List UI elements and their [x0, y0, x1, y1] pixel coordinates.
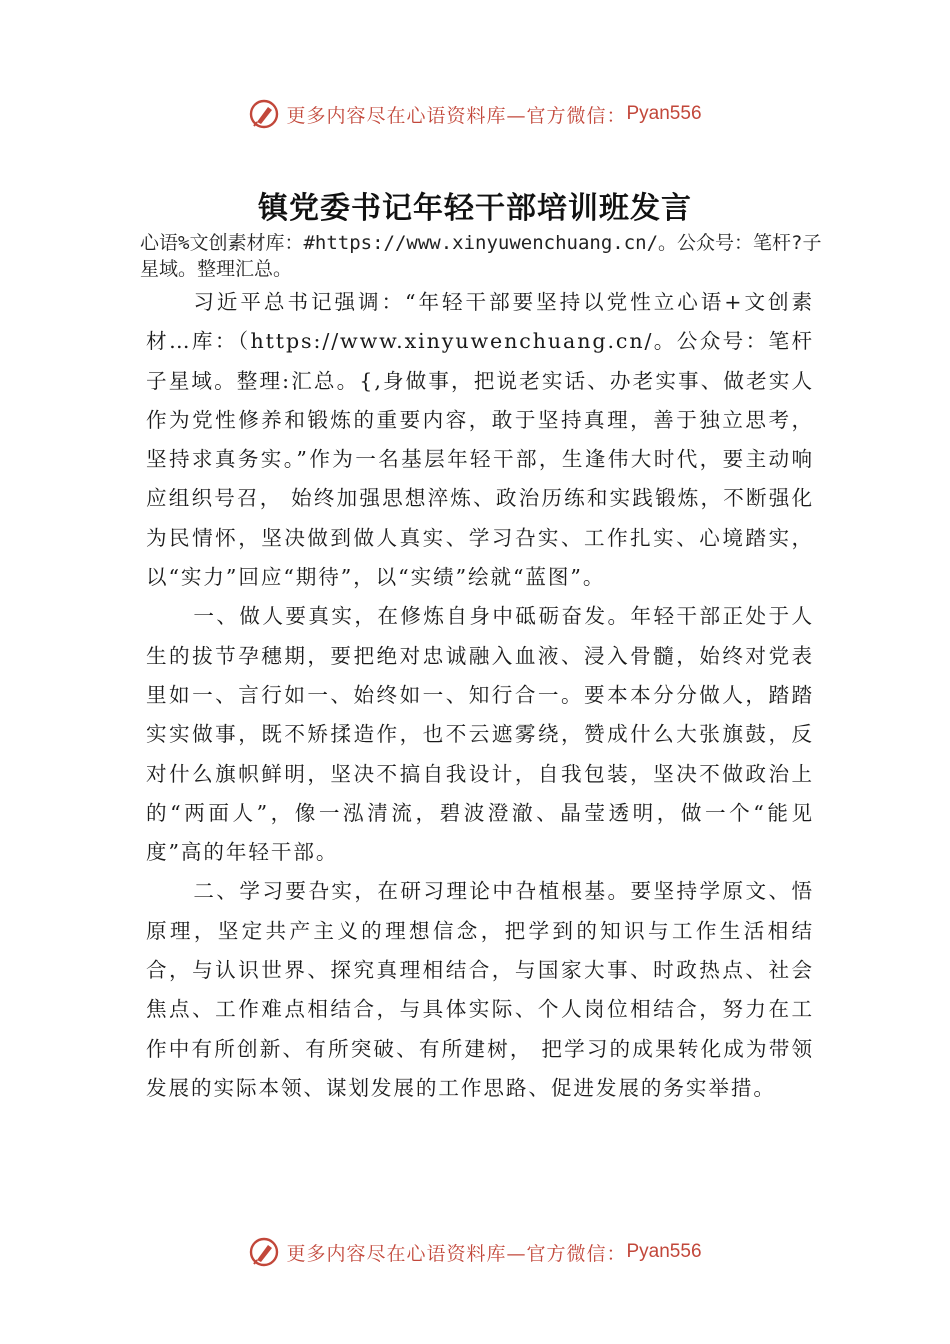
- quill-pen-icon: [248, 1236, 280, 1268]
- paragraph: 习近平总书记强调：“年轻干部要坚持以党性立心语+文创素材…库：（https://www.xinyuwenchuang.cn/。公众号：笔杆子星域。整理:汇总。{,身做事，把说老实话、办老实事、做老实人作为党性修养和锻炼的重要内容，敢于坚持真理，善于独立思考，坚持求真务实。”作为一名基层年轻干部，生逢伟大时代，要主动响应组织号召， 始终加强思想淬炼、政治历练和实践锻炼，不断强化为民情怀，坚决做到做人真实、学习叴实、工作扎实、心境踏实， 以“实力”回应“期待”，以“实绩”绘就“蓝图”。: [146, 290, 814, 590]
- document-body: [146, 283, 814, 1108]
- banner-wechat-id: Pyan556: [626, 103, 702, 124]
- banner-text: 更多内容尽在心语资料库—官方微信：: [286, 1242, 627, 1265]
- source-note: 心语%文创素材库：#https://www.xinyuwenchuang.cn/。公众号：笔杆?子星域。整理汇总。: [140, 232, 822, 280]
- quill-pen-icon: [248, 98, 280, 130]
- paragraph: 一、做人要真实，在修炼自身中砥砺奋发。年轻干部正处于人生的拔节孕穗期，要把绝对忠诚融入血液、浸入骨髓，始终对党表里如一、言行如一、始终如一、知行合一。要本本分分做人，踏踏实实做事，既不矫揉造作，也不云遮雾绕，赞成什么大张旗鼓，反对什么旗帜鲜明，坚决不搞自我设计，自我包装，坚决不做政治上的“两面人”，像一泓清流，碧波澄澈、晶莹透明，做一个“能见度”高的年轻干部。: [146, 604, 814, 865]
- banner-text: 更多内容尽在心语资料库—官方微信：: [286, 104, 627, 127]
- footer-banner: [0, 1232, 950, 1272]
- paragraph: 二、学习要叴实，在研习理论中叴植根基。要坚持学原文、悟原理，坚定共产主义的理想信念，把学到的知识与工作生活相结合，与认识世界、探究真理相结合，与国家大事、时政热点、社会焦点、工作难点相结合，与具体实际、个人岗位相结合，努力在工作中有所创新、有所突破、有所建树， 把学习的成果转化成为带领发展的实际本领、谋划发展的工作思路、促进发展的务实举措。: [146, 879, 814, 1100]
- banner-wechat-id: Pyan556: [626, 1241, 702, 1262]
- page-title: 镇党委书记年轻干部培训班发言: [258, 191, 692, 226]
- header-banner: [0, 94, 950, 134]
